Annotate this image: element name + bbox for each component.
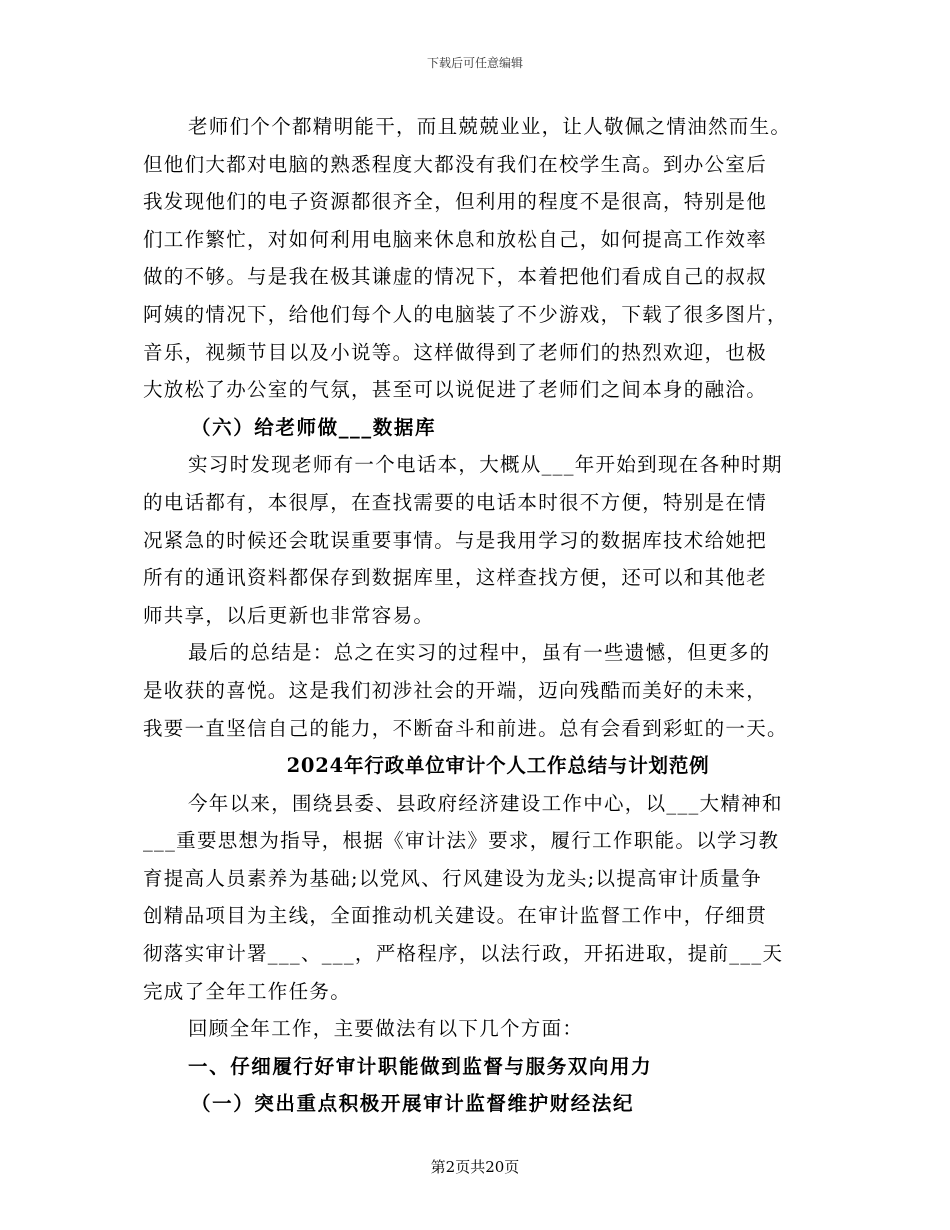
paragraph-line: 师共享，以后更新也非常容易。 bbox=[143, 603, 435, 627]
document-body bbox=[143, 108, 813, 1123]
paragraph-line: 所有的通讯资料都保存到数据库里，这样查找方便，还可以和其他老 bbox=[143, 566, 768, 590]
paragraph-line: 阿姨的情况下，给他们每个人的电脑装了不少游戏，下载了很多图片， bbox=[143, 302, 788, 326]
paragraph-line: 最后的总结是：总之在实习的过程中，虽有一些遗憾，但更多的 bbox=[188, 641, 771, 665]
page-header: 下载后可任意编辑 bbox=[426, 56, 523, 70]
paragraph-line: 育提高人员素养为基础;以党风、行风建设为龙头;以提高审计质量争 bbox=[143, 866, 762, 890]
paragraph-line: 今年以来，围绕县委、县政府经济建设工作中心，以___大精神和 bbox=[188, 791, 783, 815]
section-heading: 一、仔细履行好审计职能做到监督与服务双向用力 bbox=[188, 1054, 653, 1078]
paragraph-line: 是收获的喜悦。这是我们初涉社会的开端，迈向残酷而美好的未来， bbox=[143, 678, 768, 702]
paragraph-line: ___重要思想为指导，根据《审计法》要求，履行工作职能。以学习教 bbox=[143, 829, 780, 853]
paragraph-line: 但他们大都对电脑的熟悉程度大都没有我们在校学生高。到办公室后 bbox=[143, 152, 768, 176]
paragraph-line: 做的不够。与是我在极其谦虚的情况下，本着把他们看成自己的叔叔 bbox=[143, 265, 768, 289]
subsection-heading: （一）突出重点积极开展审计监督维护财经法纪 bbox=[191, 1092, 635, 1116]
paragraph-line: 老师们个个都精明能干，而且兢兢业业，让人敬佩之情油然而生。 bbox=[188, 115, 792, 138]
paragraph-line: 们工作繁忙，对如何利用电脑来休息和放松自己，如何提高工作效率 bbox=[143, 227, 768, 251]
paragraph-line: 我要一直坚信自己的能力，不断奋斗和前进。总有会看到彩虹的一天。 bbox=[143, 716, 788, 740]
document-title: 2024年行政单位审计个人工作总结与计划范例 bbox=[286, 754, 710, 778]
paragraph-line: 回顾全年工作，主要做法有以下几个方面： bbox=[188, 1017, 584, 1041]
paragraph-line: 况紧急的时候还会耽误重要事情。与是我用学习的数据库技术给她把 bbox=[143, 528, 768, 552]
paragraph-line: 的电话都有，本很厚，在查找需要的电话本时很不方便，特别是在情 bbox=[143, 490, 768, 514]
paragraph-line: 音乐，视频节目以及小说等。这样做得到了老师们的热烈欢迎，也极 bbox=[143, 340, 768, 364]
section-heading: （六）给老师做___数据库 bbox=[191, 415, 437, 439]
paragraph-line: 彻落实审计署___、___，严格程序，以法行政，开拓进取，提前___天 bbox=[143, 942, 784, 966]
paragraph-line: 完成了全年工作任务。 bbox=[143, 979, 352, 1003]
paragraph-line: 实习时发现老师有一个电话本，大概从___年开始到现在各种时期 bbox=[188, 453, 783, 477]
paragraph-line: 创精品项目为主线，全面推动机关建设。在审计监督工作中，仔细贯 bbox=[143, 904, 768, 928]
page-footer: 第2页共20页 bbox=[430, 1158, 520, 1176]
paragraph-line: 我发现他们的电子资源都很齐全，但利用的程度不是很高，特别是他 bbox=[143, 190, 768, 214]
paragraph-line: 大放松了办公室的气氛，甚至可以说促进了老师们之间本身的融洽。 bbox=[143, 378, 768, 402]
